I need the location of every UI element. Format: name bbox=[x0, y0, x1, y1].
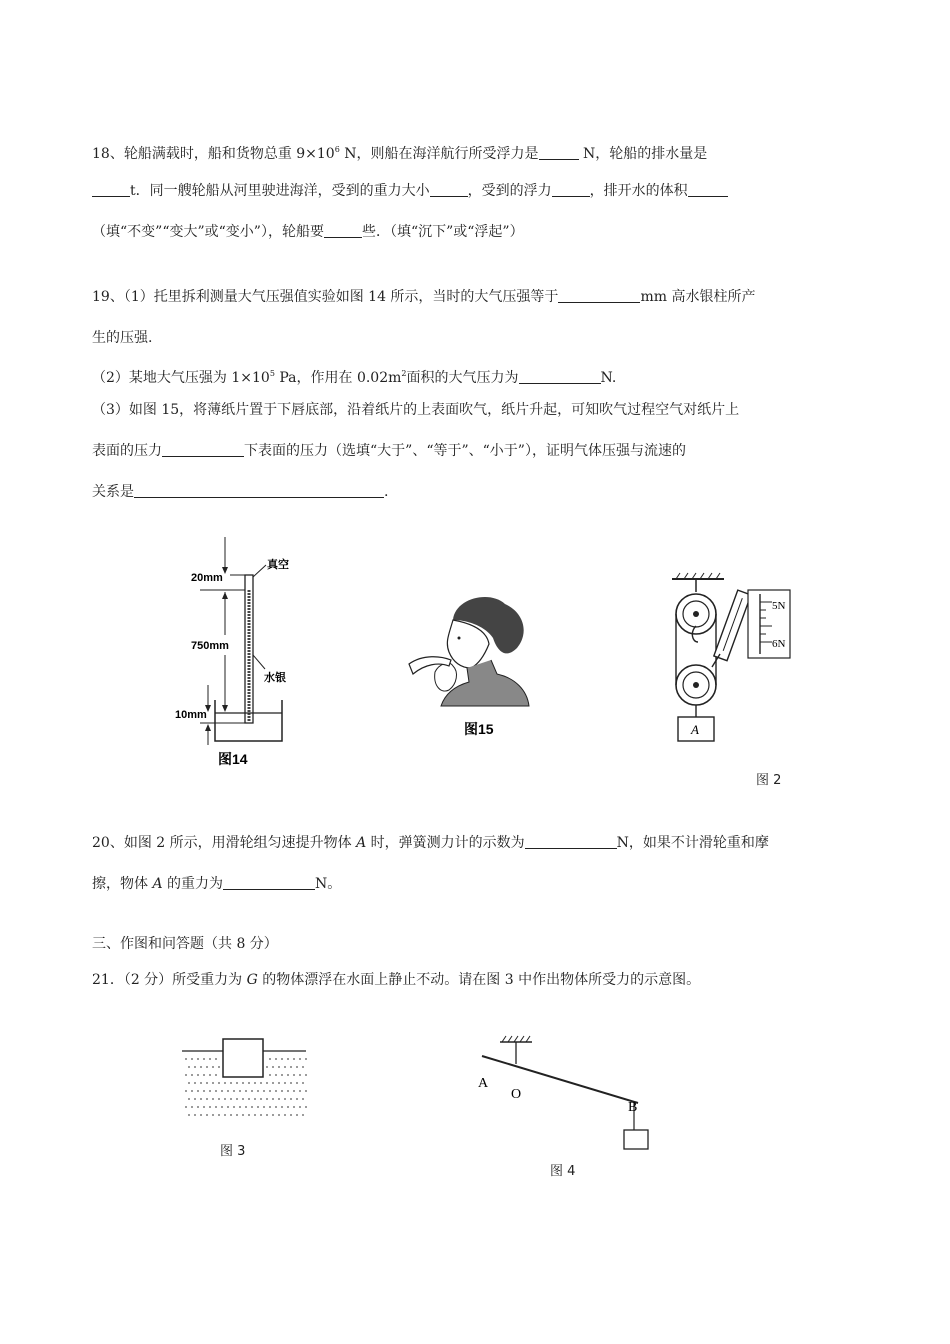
water-dot bbox=[293, 1074, 295, 1076]
q20-text: 擦，物体 bbox=[92, 876, 153, 892]
q21-line bbox=[92, 970, 700, 990]
q20-text: 20、如图 2 所示，用滑轮组匀速提升物体 bbox=[92, 835, 357, 851]
water-dot bbox=[290, 1066, 292, 1068]
water-dot bbox=[299, 1106, 301, 1108]
lever-bar bbox=[482, 1056, 638, 1103]
water-dot bbox=[299, 1074, 301, 1076]
water-dot bbox=[281, 1106, 283, 1108]
water-dot bbox=[221, 1106, 223, 1108]
water-dot bbox=[194, 1098, 196, 1100]
water-dot bbox=[251, 1090, 253, 1092]
water-dot bbox=[200, 1114, 202, 1116]
water-dot bbox=[296, 1098, 298, 1100]
q19-text: N. bbox=[600, 370, 617, 386]
q20-text: 时，弹簧测力计的示数为 bbox=[366, 835, 525, 851]
figure-caption: 图15 bbox=[464, 721, 494, 737]
water-dot bbox=[185, 1090, 187, 1092]
water-dot bbox=[218, 1082, 220, 1084]
figure-4-lever bbox=[470, 1034, 660, 1156]
water-dot bbox=[272, 1082, 274, 1084]
water-dot bbox=[296, 1082, 298, 1084]
water-dot bbox=[209, 1074, 211, 1076]
water-dot bbox=[245, 1090, 247, 1092]
q21-text: 的物体漂浮在水面上静止不动。请在图 3 中作出物体所受力的示意图。 bbox=[257, 972, 701, 988]
water-dot bbox=[284, 1066, 286, 1068]
water-dot bbox=[269, 1058, 271, 1060]
water-dot bbox=[293, 1058, 295, 1060]
figure-2-pulley-system bbox=[668, 572, 796, 744]
water-dot bbox=[275, 1074, 277, 1076]
hand bbox=[435, 663, 457, 691]
answer-blank[interactable] bbox=[558, 288, 640, 303]
water-dot bbox=[251, 1106, 253, 1108]
figure-3-floating-block bbox=[180, 1036, 308, 1128]
water-dot bbox=[191, 1058, 193, 1060]
water-dot bbox=[266, 1098, 268, 1100]
q20-text: 的重力为 bbox=[162, 876, 224, 892]
water-dot bbox=[248, 1114, 250, 1116]
water-dot bbox=[242, 1098, 244, 1100]
label-vacuum: 真空 bbox=[267, 559, 289, 571]
q18-line-1 bbox=[92, 140, 707, 164]
water-dot bbox=[260, 1114, 262, 1116]
block-a-label: A bbox=[691, 722, 699, 737]
water-dot bbox=[272, 1066, 274, 1068]
q20-var: A bbox=[152, 876, 163, 892]
water-dot bbox=[302, 1098, 304, 1100]
figure-14-torricelli bbox=[170, 535, 320, 775]
q21-text: 21．（2 分）所受重力为 bbox=[92, 972, 247, 988]
label-b: B bbox=[628, 1100, 638, 1115]
water-dot bbox=[272, 1114, 274, 1116]
water-dot bbox=[200, 1098, 202, 1100]
water-dot bbox=[305, 1106, 307, 1108]
water-dot bbox=[224, 1114, 226, 1116]
water-dot bbox=[266, 1082, 268, 1084]
water-dot bbox=[260, 1098, 262, 1100]
water-dot bbox=[254, 1082, 256, 1084]
q18-text: 18、轮船满载时，船和货物总重 9×10 bbox=[92, 146, 335, 162]
water-dot bbox=[272, 1098, 274, 1100]
answer-blank[interactable] bbox=[324, 223, 362, 238]
label-20mm: 20mm bbox=[191, 572, 223, 584]
water-dot bbox=[212, 1114, 214, 1116]
water-dot bbox=[221, 1090, 223, 1092]
floating-block bbox=[223, 1039, 263, 1077]
water-dot bbox=[284, 1082, 286, 1084]
water-dot bbox=[263, 1090, 265, 1092]
q20-line-2 bbox=[92, 874, 341, 894]
water-dot bbox=[269, 1106, 271, 1108]
water-dot bbox=[281, 1090, 283, 1092]
answer-blank[interactable] bbox=[519, 369, 601, 384]
q20-line-1 bbox=[92, 833, 769, 853]
water-dot bbox=[224, 1082, 226, 1084]
q19-text: . bbox=[384, 484, 389, 500]
water-dot bbox=[215, 1074, 217, 1076]
answer-blank[interactable] bbox=[134, 483, 384, 498]
water-dot bbox=[236, 1114, 238, 1116]
water-dot bbox=[236, 1098, 238, 1100]
q20-var: A bbox=[356, 835, 367, 851]
water-dot bbox=[287, 1090, 289, 1092]
q18-line-3 bbox=[92, 222, 524, 242]
water-dot bbox=[200, 1066, 202, 1068]
water-dot bbox=[209, 1058, 211, 1060]
q20-text: N，如果不计滑轮重和摩 bbox=[616, 835, 769, 851]
q19-text: 19、（1）托里拆利测量大气压强值实验如图 14 所示，当时的大气压强等于 bbox=[92, 289, 559, 305]
water-dot bbox=[281, 1074, 283, 1076]
q19-text: mm 高水银柱所产 bbox=[640, 289, 756, 305]
figure-15-blowing-paper bbox=[405, 590, 535, 740]
water-dot bbox=[293, 1090, 295, 1092]
q19-text: 关系是 bbox=[92, 484, 134, 500]
q18-text: 些．（填“沉下”或“浮起”） bbox=[361, 224, 524, 240]
water-dot bbox=[215, 1106, 217, 1108]
water-dot bbox=[212, 1066, 214, 1068]
water-dot bbox=[197, 1106, 199, 1108]
water-dot bbox=[236, 1082, 238, 1084]
q19-line-1 bbox=[92, 287, 755, 307]
answer-blank[interactable] bbox=[552, 182, 590, 197]
water-dot bbox=[185, 1106, 187, 1108]
water-dot bbox=[296, 1114, 298, 1116]
water-dot bbox=[212, 1082, 214, 1084]
water-dot bbox=[254, 1098, 256, 1100]
water-dot bbox=[296, 1066, 298, 1068]
water-dot bbox=[206, 1098, 208, 1100]
label-750mm: 750mm bbox=[191, 640, 229, 652]
q18-text: t．同一艘轮船从河里驶进海洋，受到的重力大小 bbox=[130, 183, 430, 199]
exponent: 6 bbox=[334, 145, 340, 154]
q18-text: ，受到的浮力 bbox=[467, 183, 552, 199]
water-dot bbox=[230, 1114, 232, 1116]
water-dot bbox=[203, 1074, 205, 1076]
water-dot bbox=[230, 1082, 232, 1084]
water-dot bbox=[215, 1090, 217, 1092]
q18-text: N，则船在海洋航行所受浮力是 bbox=[339, 146, 539, 162]
water-dot bbox=[287, 1058, 289, 1060]
water-dot bbox=[290, 1114, 292, 1116]
q18-text: （填“不变”“变大”或“变小”），轮船要 bbox=[92, 224, 324, 240]
label-o: O bbox=[511, 1087, 522, 1102]
water-dot bbox=[191, 1090, 193, 1092]
water-dot bbox=[275, 1106, 277, 1108]
water-dot bbox=[203, 1090, 205, 1092]
water-dot bbox=[206, 1066, 208, 1068]
water-dot bbox=[299, 1090, 301, 1092]
label-mercury: 水银 bbox=[264, 672, 286, 684]
water-dot bbox=[275, 1058, 277, 1060]
water-dot bbox=[269, 1090, 271, 1092]
water-dot bbox=[197, 1090, 199, 1092]
q19-text: （3）如图 15，将薄纸片置于下唇底部，沿着纸片的上表面吹气，纸片升起，可知吹气过程空气对纸片上 bbox=[92, 402, 740, 418]
water-dot bbox=[233, 1090, 235, 1092]
water-dot bbox=[248, 1098, 250, 1100]
exponent: 2 bbox=[401, 369, 407, 378]
water-dot bbox=[227, 1106, 229, 1108]
water-dot bbox=[305, 1090, 307, 1092]
water-dot bbox=[266, 1066, 268, 1068]
q19-line-3 bbox=[92, 364, 616, 388]
water-dot bbox=[194, 1114, 196, 1116]
water-dot bbox=[278, 1066, 280, 1068]
water-dot bbox=[185, 1058, 187, 1060]
answer-blank[interactable] bbox=[223, 875, 315, 890]
water-dot bbox=[245, 1106, 247, 1108]
q19-line-6 bbox=[92, 482, 388, 502]
water-dot bbox=[305, 1058, 307, 1060]
q19-text: 下表面的压力（选填“大于”、“等于”、“小于”），证明气体压强与流速的 bbox=[244, 443, 686, 459]
water-dot bbox=[242, 1114, 244, 1116]
spring-scale bbox=[714, 590, 751, 661]
water-dot bbox=[218, 1066, 220, 1068]
water-dot bbox=[224, 1098, 226, 1100]
answer-blank[interactable] bbox=[92, 182, 130, 197]
figure-2-caption: 图 2 bbox=[756, 773, 782, 788]
water-dot bbox=[218, 1098, 220, 1100]
q18-line-2 bbox=[92, 181, 728, 201]
water-dot bbox=[284, 1114, 286, 1116]
water-dot bbox=[230, 1098, 232, 1100]
water-dot bbox=[305, 1074, 307, 1076]
water-dot bbox=[278, 1114, 280, 1116]
q19-line-2 bbox=[92, 328, 152, 348]
q18-text: ，排开水的体积 bbox=[589, 183, 688, 199]
water-dot bbox=[188, 1114, 190, 1116]
water-dot bbox=[284, 1098, 286, 1100]
water-dot bbox=[197, 1074, 199, 1076]
water-dot bbox=[212, 1098, 214, 1100]
water-dot bbox=[188, 1098, 190, 1100]
q19-text: Pa，作用在 0.02m bbox=[274, 370, 402, 386]
water-dot bbox=[290, 1098, 292, 1100]
water-dot bbox=[218, 1114, 220, 1116]
water-dot bbox=[227, 1090, 229, 1092]
label-10mm: 10mm bbox=[175, 709, 207, 721]
water-dot bbox=[242, 1082, 244, 1084]
water-dot bbox=[248, 1082, 250, 1084]
water-dot bbox=[302, 1066, 304, 1068]
water-dot bbox=[278, 1098, 280, 1100]
q19-line-5 bbox=[92, 441, 686, 461]
water-dot bbox=[257, 1106, 259, 1108]
water-dot bbox=[206, 1082, 208, 1084]
water-dot bbox=[209, 1106, 211, 1108]
q20-text: N。 bbox=[315, 876, 342, 892]
water-dot bbox=[194, 1082, 196, 1084]
hanging-weight bbox=[624, 1130, 648, 1149]
figure-caption: 图14 bbox=[218, 751, 248, 767]
water-dot bbox=[185, 1074, 187, 1076]
q19-text: 生的压强. bbox=[92, 330, 153, 346]
answer-blank[interactable] bbox=[525, 834, 617, 849]
q19-text: （2）某地大气压强为 1×10 bbox=[92, 370, 270, 386]
water-dot bbox=[215, 1058, 217, 1060]
water-dot bbox=[302, 1082, 304, 1084]
answer-blank[interactable] bbox=[430, 182, 468, 197]
water-dot bbox=[254, 1114, 256, 1116]
water-dot bbox=[209, 1090, 211, 1092]
water-dot bbox=[194, 1066, 196, 1068]
water-dot bbox=[263, 1106, 265, 1108]
water-dot bbox=[239, 1106, 241, 1108]
water-dot bbox=[302, 1114, 304, 1116]
water-dot bbox=[203, 1106, 205, 1108]
figure-3-caption: 图 3 bbox=[220, 1144, 246, 1159]
water-dot bbox=[266, 1114, 268, 1116]
q19-text: 面积的大气压力为 bbox=[406, 370, 519, 386]
water-dot bbox=[290, 1082, 292, 1084]
answer-blank[interactable] bbox=[539, 145, 579, 160]
scale-label-6n: 6N bbox=[772, 638, 786, 650]
water-dot bbox=[278, 1082, 280, 1084]
exponent: 5 bbox=[269, 369, 275, 378]
water-dot bbox=[200, 1082, 202, 1084]
answer-blank[interactable] bbox=[688, 182, 728, 197]
water-dot bbox=[293, 1106, 295, 1108]
water-dot bbox=[281, 1058, 283, 1060]
section-3-title: 三、作图和问答题（共 8 分） bbox=[92, 936, 278, 952]
water-dot bbox=[275, 1090, 277, 1092]
water-dot bbox=[287, 1074, 289, 1076]
q19-line-4 bbox=[92, 400, 739, 420]
water-dot bbox=[188, 1066, 190, 1068]
water-dot bbox=[257, 1090, 259, 1092]
water-dot bbox=[269, 1074, 271, 1076]
water-dot bbox=[287, 1106, 289, 1108]
water-dot bbox=[191, 1074, 193, 1076]
water-dot bbox=[206, 1114, 208, 1116]
q21-var: G bbox=[246, 972, 258, 988]
water-dot bbox=[260, 1082, 262, 1084]
water-dot bbox=[203, 1058, 205, 1060]
water-dot bbox=[191, 1106, 193, 1108]
answer-blank[interactable] bbox=[162, 442, 244, 457]
water-dot bbox=[197, 1058, 199, 1060]
q18-text: N，轮船的排水量是 bbox=[578, 146, 708, 162]
water-dot bbox=[239, 1090, 241, 1092]
figure-4-caption: 图 4 bbox=[550, 1164, 576, 1179]
scale-label-5n: 5N bbox=[772, 600, 786, 612]
q19-text: 表面的压力 bbox=[92, 443, 162, 459]
water-dot bbox=[299, 1058, 301, 1060]
water-dot bbox=[233, 1106, 235, 1108]
label-a: A bbox=[478, 1076, 489, 1091]
water-dot bbox=[188, 1082, 190, 1084]
